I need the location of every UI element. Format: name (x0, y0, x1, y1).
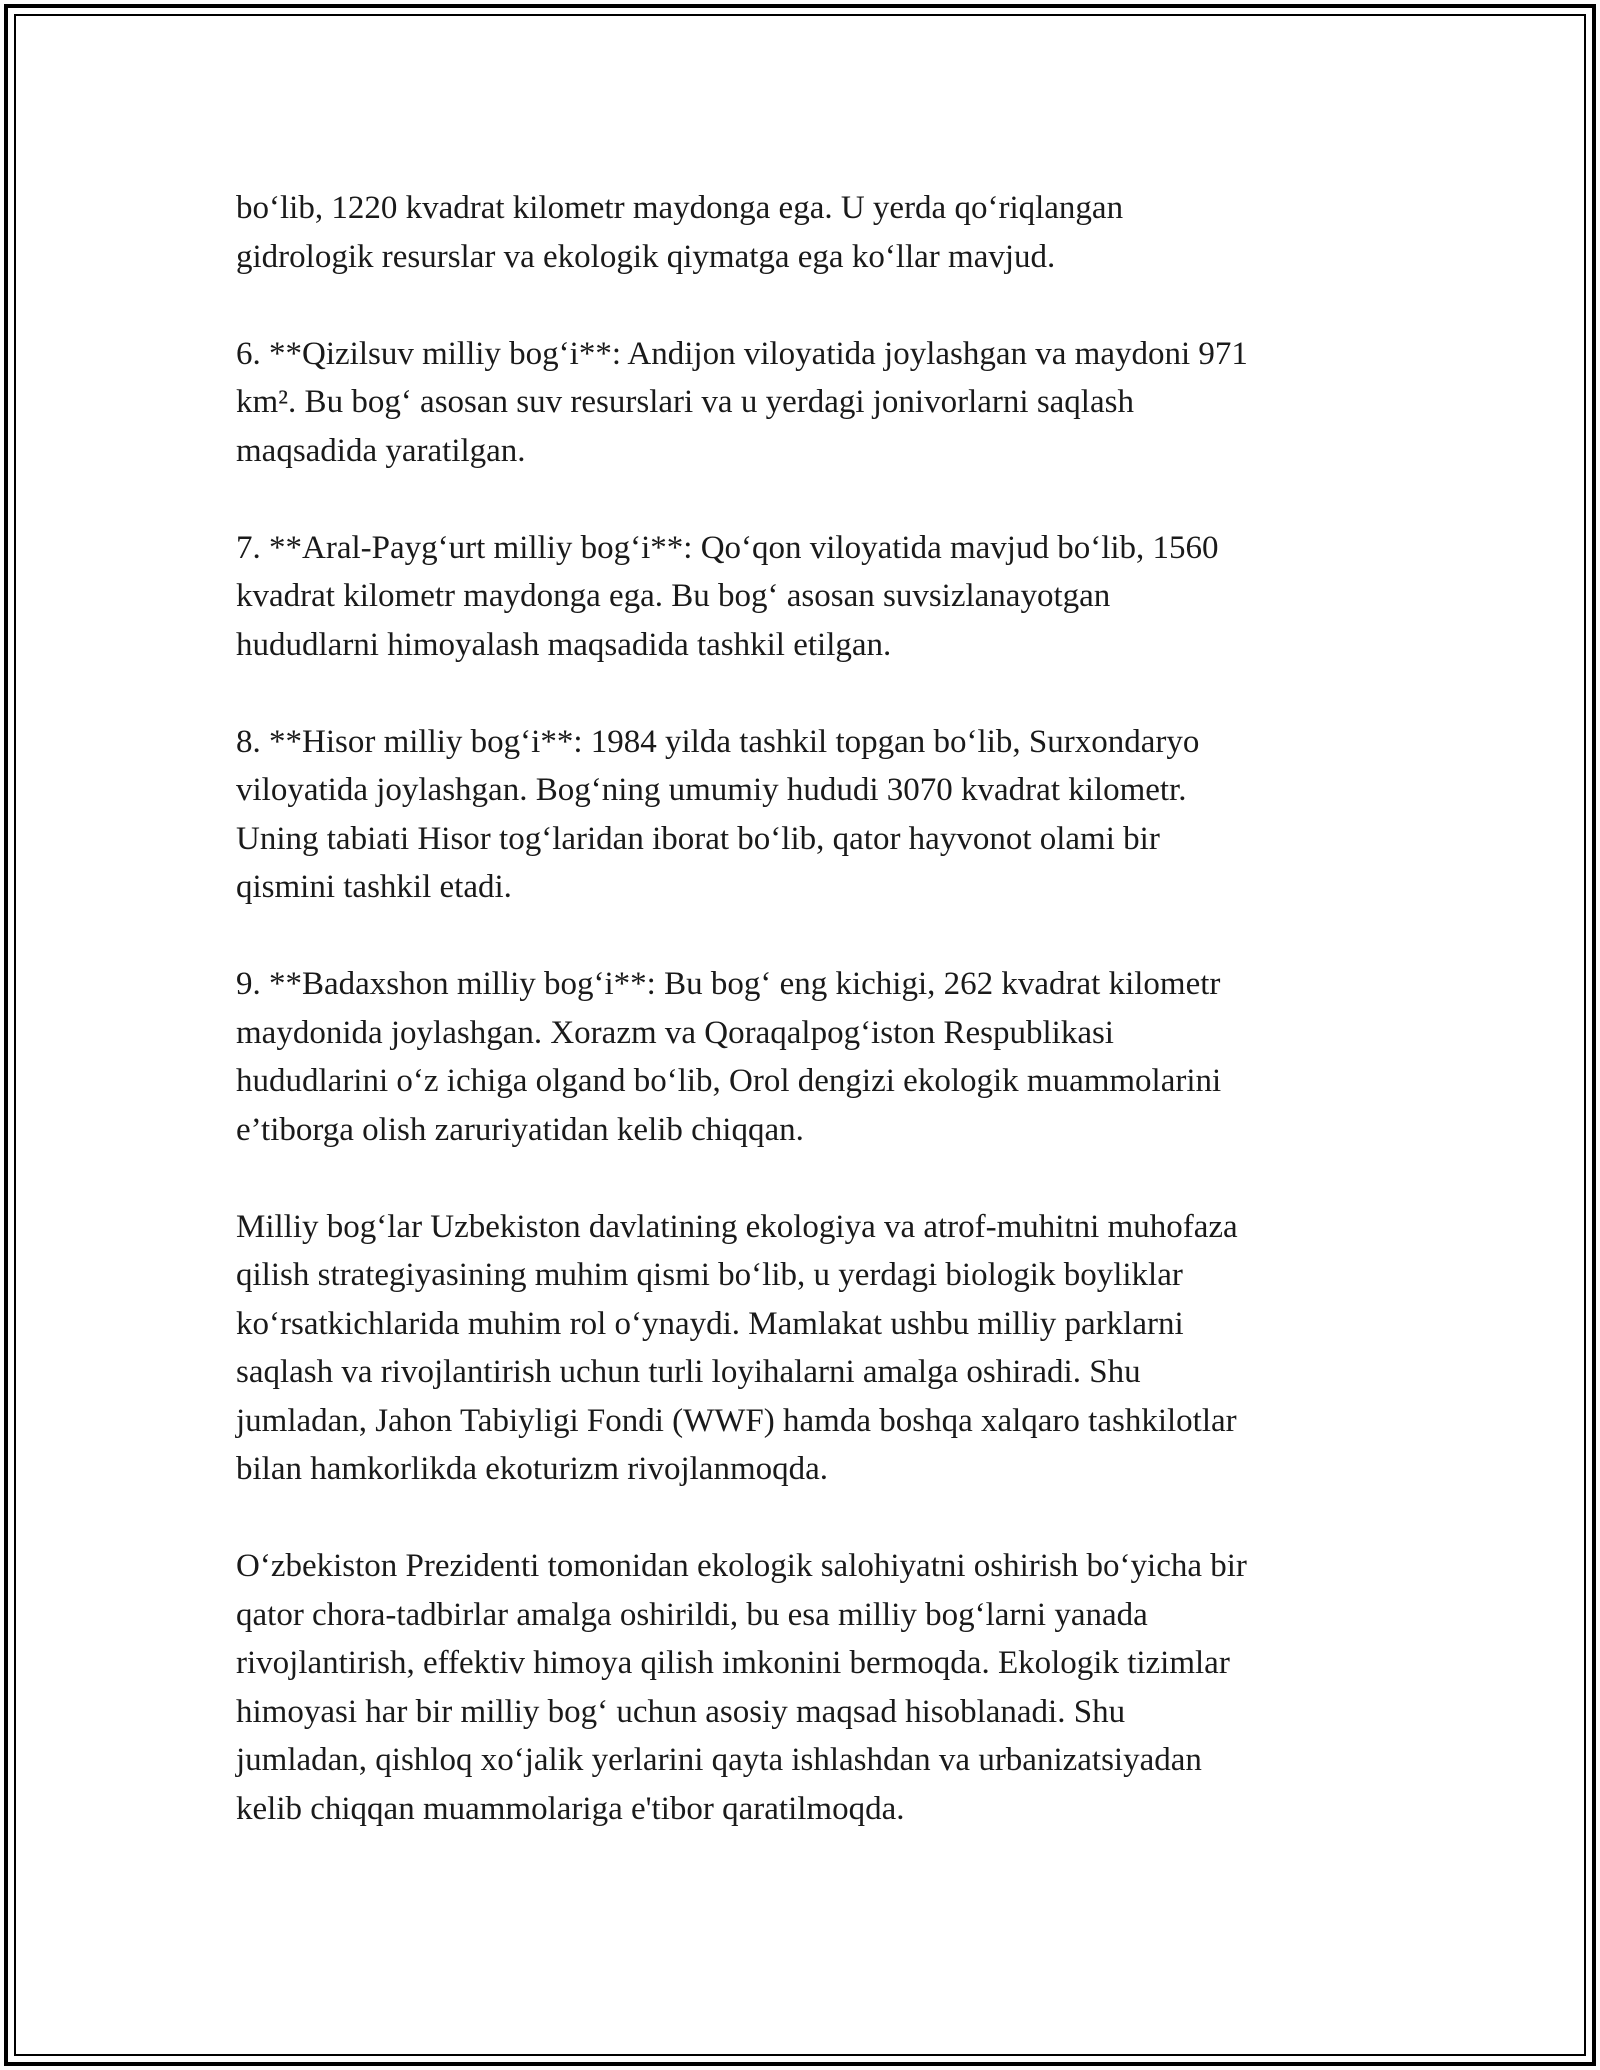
paragraph-intro-continuation: bo‘lib, 1220 kvadrat kilometr maydonga ega. U yerda qo‘riqlangan gidrologik resurslar va ekologik qiymatga ega ko‘llar mavjud. (236, 190, 1124, 275)
document-body (236, 184, 1376, 1833)
paragraph-aral-payghurt-park: 7. **Aral-Payg‘urt milliy bog‘i**: Qo‘qon viloyatida mavjud bo‘lib, 1560 kvadrat kilometr maydonga ega. Bu bog‘ asosan suvsizlanayotgan hududlarni himoyalash maqsadida tashkil etilgan. (236, 529, 1219, 663)
paragraph-presidential-measures: O‘zbekiston Prezidenti tomonidan ekologik salohiyatni oshirish bo‘yicha bir qator chora-tadbirlar amalga oshirildi, bu esa milliy bog‘larni yanada rivojlantirish, effektiv himoya qilish imkonini bermoqda. Ekologik tizimlar himoyasi har bir milliy bog‘ uchun asosiy maqsad hisoblanadi. Shu jumladan, qishloq xo‘jalik yerlarini qayta ishlashdan va urbanizatsiyadan kelib chiqqan muammolariga e'tibor qaratilmoqda. (236, 1548, 1247, 1827)
paragraph-qizilsuv-park: 6. **Qizilsuv milliy bog‘i**: Andijon viloyatida joylashgan va maydoni 971 km². Bu bog‘ asosan suv resurslari va u yerdagi jonivorlarni saqlash maqsadida yaratilgan. (236, 335, 1248, 469)
paragraph-hisor-park: 8. **Hisor milliy bog‘i**: 1984 yilda tashkil topgan bo‘lib, Surxondaryo viloyatida joylashgan. Bog‘ning umumiy hududi 3070 kvadrat kilometr. Uning tabiati Hisor tog‘laridan iborat bo‘lib, qator hayvonot olami bir qismini tashkil etadi. (236, 723, 1200, 905)
paragraph-badaxshon-park: 9. **Badaxshon milliy bog‘i**: Bu bog‘ eng kichigi, 262 kvadrat kilometr maydonida joylashgan. Xorazm va Qoraqalpog‘iston Respublikasi hududlarini o‘z ichiga olgand bo‘lib, Orol dengizi ekologik muammolarini e’tiborga olish zaruriyatidan kelib chiqqan. (236, 966, 1222, 1148)
paragraph-national-parks-strategy: Milliy bog‘lar Uzbekiston davlatining ekologiya va atrof-muhitni muhofaza qilish strategiyasining muhim qismi bo‘lib, u yerdagi biologik boyliklar ko‘rsatkichlarida muhim rol o‘ynaydi. Mamlakat ushbu milliy parklarni saqlash va rivojlantirish uchun turli loyihalarni amalga oshiradi. Shu jumladan, Jahon Tabiyligi Fondi (WWF) hamda boshqa xalqaro tashkilotlar bilan hamkorlikda ekoturizm rivojlanmoqda. (236, 1208, 1238, 1487)
